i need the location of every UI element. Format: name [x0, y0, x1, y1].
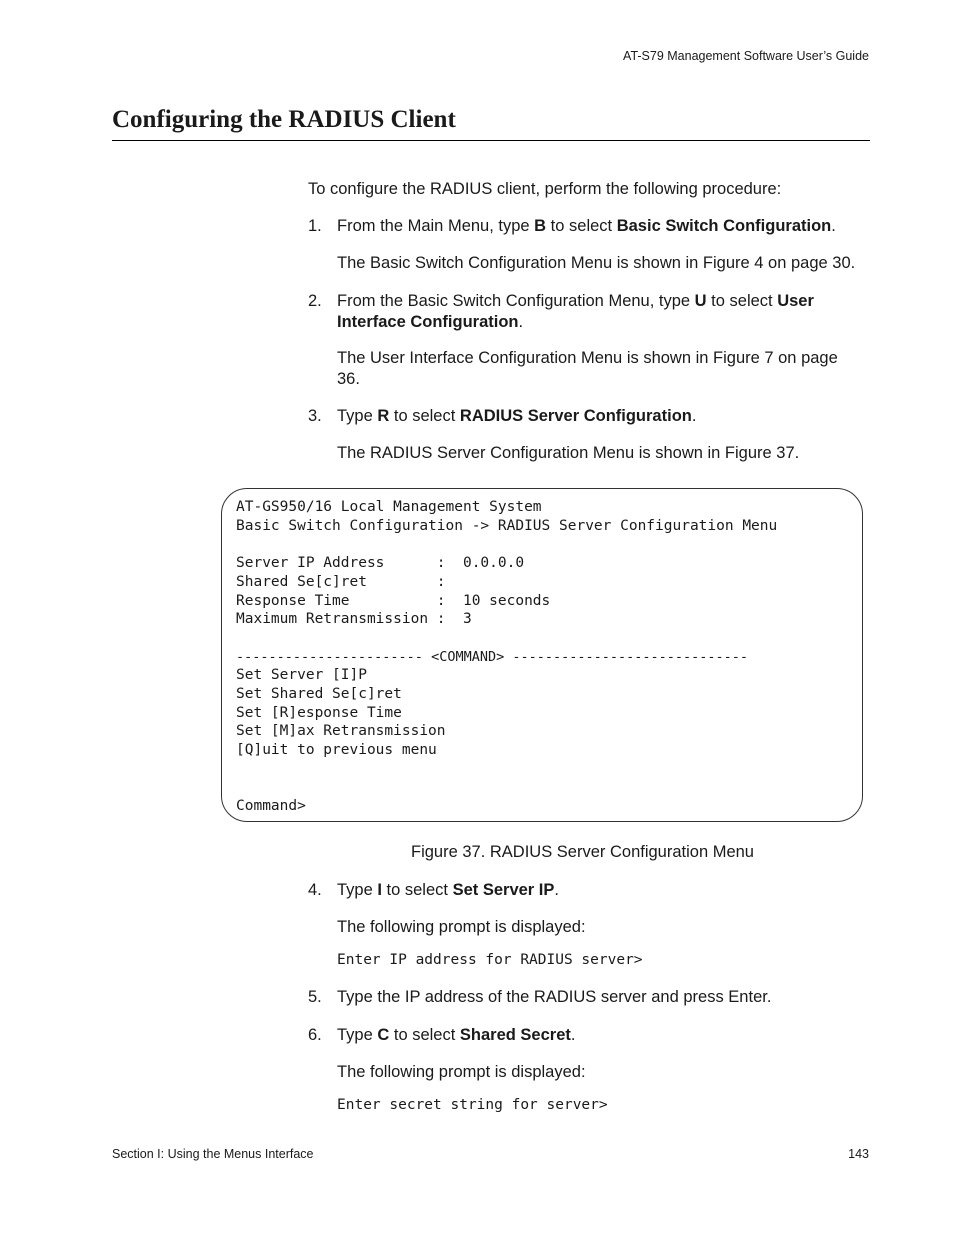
- step-1-number: 1.: [308, 217, 322, 235]
- step-2-note: The User Interface Configuration Menu is shown in Figure 7 on page 36.: [337, 349, 838, 388]
- step-2-number: 2.: [308, 292, 322, 310]
- screen-command-divider: ----------------------- <COMMAND> -----------------------------: [236, 649, 749, 665]
- step-6-note: The following prompt is displayed:: [337, 1063, 586, 1081]
- screen-line: Shared Se[c]ret :: [236, 574, 446, 590]
- screen-line: Response Time : 10 seconds: [236, 593, 551, 609]
- running-header: AT-S79 Management Software User’s Guide: [623, 49, 869, 63]
- screen-line: Set [M]ax Retransmission: [236, 723, 446, 739]
- step-1-note: The Basic Switch Configuration Menu is shown in Figure 4 on page 30.: [337, 254, 856, 272]
- screen-line: Server IP Address : 0.0.0.0: [236, 555, 525, 571]
- step-3-note: The RADIUS Server Configuration Menu is shown in Figure 37.: [337, 444, 800, 462]
- screen-line: Maximum Retransmission : 3: [236, 611, 472, 627]
- screen-line: [Q]uit to previous menu: [236, 742, 437, 758]
- section-title: Configuring the RADIUS Client: [112, 106, 456, 133]
- step-6-prompt: Enter secret string for server>: [337, 1097, 608, 1113]
- step-2-text: From the Basic Switch Configuration Menu, type U to select User Interface Configuration.: [337, 292, 814, 331]
- page-number: 143: [848, 1147, 869, 1161]
- step-6-text: Type C to select Shared Secret.: [337, 1026, 576, 1044]
- step-4-number: 4.: [308, 881, 322, 899]
- step-5-number: 5.: [308, 988, 322, 1006]
- step-4-prompt: Enter IP address for RADIUS server>: [337, 952, 643, 968]
- screen-command-prompt: Command>: [236, 798, 306, 814]
- step-3-number: 3.: [308, 407, 322, 425]
- screen-line: Basic Switch Configuration -> RADIUS Server Configuration Menu: [236, 518, 778, 534]
- screen-line: Set [R]esponse Time: [236, 705, 402, 721]
- step-5-text: Type the IP address of the RADIUS server and press Enter.: [337, 988, 772, 1006]
- step-3-text: Type R to select RADIUS Server Configuration.: [337, 407, 697, 425]
- screen-line: Set Shared Se[c]ret: [236, 686, 402, 702]
- screen-line: AT-GS950/16 Local Management System: [236, 499, 542, 515]
- step-1-text: From the Main Menu, type B to select Basic Switch Configuration.: [337, 217, 836, 235]
- intro-paragraph: To configure the RADIUS client, perform the following procedure:: [308, 180, 782, 198]
- step-4-note: The following prompt is displayed:: [337, 918, 586, 936]
- figure-caption: Figure 37. RADIUS Server Configuration Menu: [411, 843, 754, 861]
- title-rule: [112, 140, 870, 141]
- step-4-text: Type I to select Set Server IP.: [337, 881, 559, 899]
- footer-section: Section I: Using the Menus Interface: [112, 1147, 314, 1161]
- screen-line: Set Server [I]P: [236, 667, 367, 683]
- step-6-number: 6.: [308, 1026, 322, 1044]
